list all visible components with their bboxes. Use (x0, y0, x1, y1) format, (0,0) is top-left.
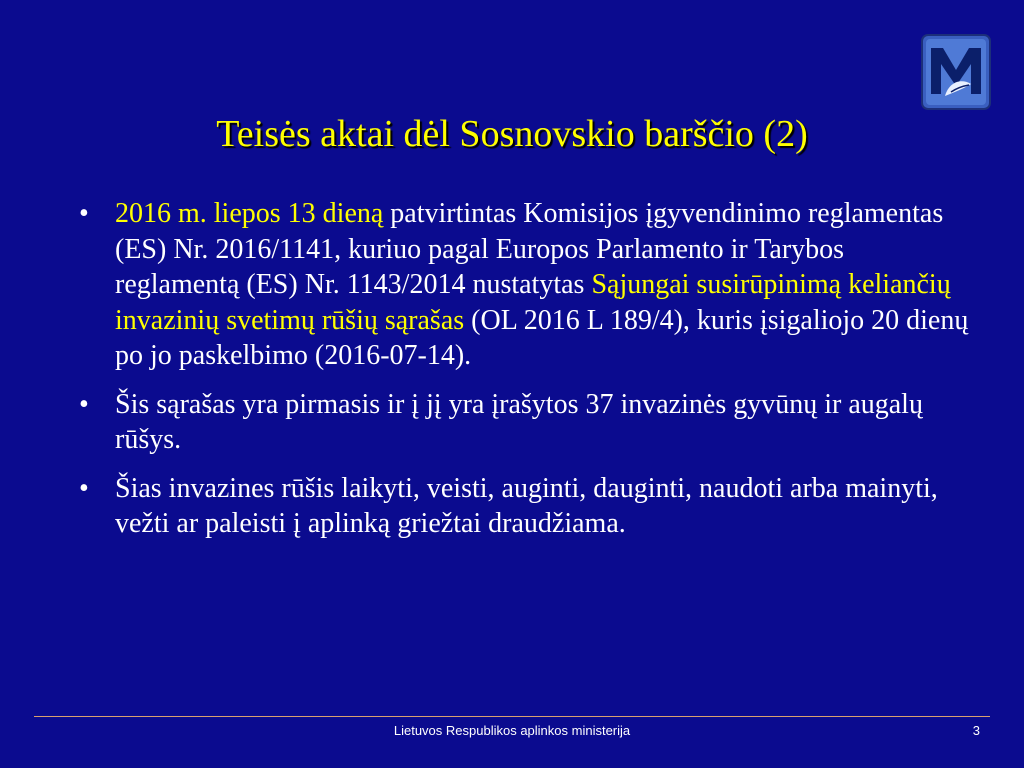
bullet-mark: • (79, 388, 89, 420)
footer-text: Lietuvos Respublikos aplinkos ministerija (393, 723, 631, 738)
bullet-text: (OL 2016 L 189/4), kuris įsigaliojo 20 dienų po jo paskelbimo (2016-07-14). (115, 304, 969, 371)
bullet-mark: • (79, 472, 89, 504)
bullet-text-highlight: 2016 m. liepos 13 dieną (115, 198, 384, 229)
bullet-text: Šis sąrašas yra pirmasis ir į jį yra įrašytos 37 invazinės gyvūnų ir augalų rūšys. (115, 388, 923, 455)
bullet-list (75, 196, 975, 555)
bullet-text: Šias invazines rūšis laikyti, veisti, auginti, dauginti, naudoti arba mainyti, vežti ar paleisti į aplinką griežtai draudžiama. (115, 472, 938, 539)
bullet-text: patvirtintas Komisijos įgyvendinimo reglamentas (ES) Nr. 2016/1141, kuriuo pagal Europos Parlamento ir Tarybos reglamentą (ES) Nr. 1143/2014 nustatytas (115, 198, 944, 300)
bullet-item (75, 196, 975, 374)
page-number: 3 (972, 723, 980, 738)
ministry-logo-icon (921, 34, 991, 110)
bullet-mark: • (79, 198, 89, 229)
footer-divider (34, 716, 990, 717)
bullet-item (75, 471, 975, 542)
bullet-item (75, 387, 975, 458)
slide-title: Teisės aktai dėl Sosnovskio barščio (2) (216, 113, 808, 155)
bullet-text-highlight: Sąjungai susirūpinimą keliančių invazinių svetimų rūšių sąrašas (115, 269, 951, 336)
